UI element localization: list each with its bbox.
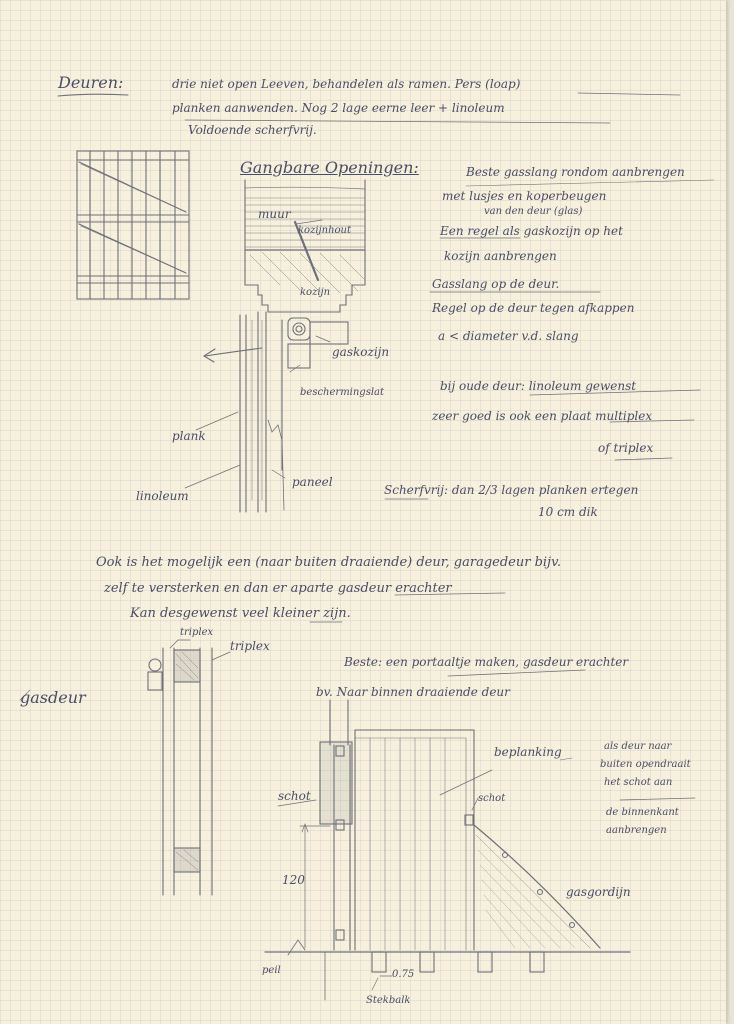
note1-line7: Regel op de deur tegen afkappen [432, 301, 635, 315]
label-paneel: paneel [292, 475, 333, 489]
para2-line2: zelf te versterken en dan er aparte gasdeur erachter [104, 581, 452, 596]
sketch3-title: Beste: een portaaltje maken, gasdeur erachter [344, 655, 629, 669]
note3-line2: buiten opendraait [600, 759, 691, 770]
para1-line1: drie niet open Leeven, behandelen als ramen. Pers (loap) [172, 77, 521, 91]
label-gaskozijn: gaskozijn [332, 345, 390, 359]
heading-deuren: Deuren: [58, 73, 124, 92]
label-linoleum: linoleum [136, 489, 189, 503]
note3-line3: het schot aan [604, 777, 673, 788]
note3-line5: aanbrengen [606, 825, 667, 836]
label-kozijnhout: kozijnhout [298, 225, 352, 236]
note1-line9: bij oude deur: linoleum gewenst [440, 379, 637, 393]
note1-line4: Een regel als gaskozijn op het [440, 224, 623, 238]
note1-line2: met lusjes en koperbeugen [442, 189, 607, 203]
label-stekbalk: Stekbalk [366, 995, 411, 1006]
panel-door-sketch [77, 151, 189, 299]
para2-line3: Kan desgewenst veel kleiner zijn. [130, 606, 351, 621]
note3-line1: als deur naar [604, 741, 672, 752]
note1-line12: Scherfvrij: dan 2/3 lagen planken ertegen [384, 483, 639, 497]
note1-line11: of triplex [598, 441, 654, 455]
note1-line13: 10 cm dik [538, 505, 598, 519]
note1-line8: a < diameter v.d. slang [438, 329, 579, 343]
label-plank: plank [172, 429, 206, 443]
label-beplanking: beplanking [494, 745, 562, 759]
label-gasdeur: gasdeur [20, 688, 86, 707]
label-gasgordijn: gasgordijn [566, 885, 631, 899]
sketch3-subtitle: bv. Naar binnen draaiende deur [316, 685, 510, 699]
label-triplex-top: triplex [180, 627, 214, 638]
gasdeur-section-sketch [20, 640, 230, 895]
note1-line6: Gasslang op de deur. [432, 277, 560, 291]
note3-line4: de binnenkant [606, 807, 679, 818]
label-kozijn: kozijn [300, 287, 331, 298]
label-dim-120: 120 [282, 873, 305, 887]
label-dim-075: 0.75 [392, 969, 415, 980]
label-schot-left: schot [278, 789, 311, 803]
para1-line3: Voldoende scherfvrij. [188, 123, 317, 137]
note1-line10: zeer goed is ook een plaat multiplex [432, 409, 653, 423]
note1-line5: kozijn aanbrengen [444, 249, 557, 263]
para2-line1: Ook is het mogelijk een (naar buiten draaiende) deur, garagedeur bijv. [96, 555, 562, 570]
note1-line3: van den deur (glas) [484, 206, 583, 217]
label-peil: peil [262, 965, 281, 976]
label-muur: muur [258, 207, 291, 221]
para1-line2: planken aanwenden. Nog 2 lage eerne leer + linoleum [172, 101, 505, 115]
label-schot-right: schot [478, 793, 506, 804]
note1-line1: Beste gasslang rondom aanbrengen [466, 165, 685, 179]
label-beschermingslat: beschermingslat [300, 387, 385, 398]
label-triplex-right: triplex [230, 639, 270, 653]
sketch1-title: Gangbare Openingen: [240, 158, 419, 177]
